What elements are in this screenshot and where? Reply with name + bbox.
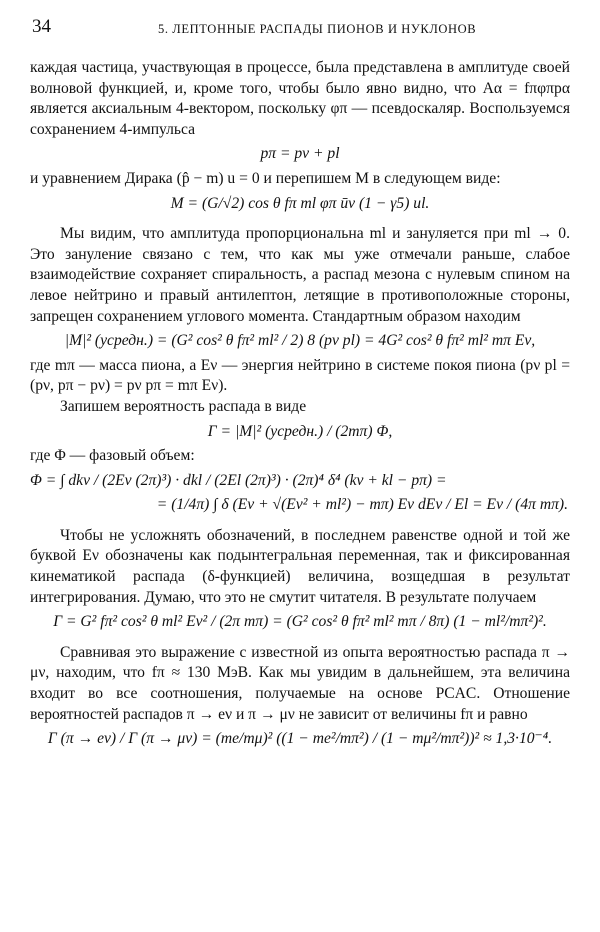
paragraph-1: каждая частица, участвующая в процессе, была представлена в амплитуде своей волновой функцией, и, кроме того, чтобы было явно видно, что Aα = fπφπpα является аксиальным 4-вектором, поскольку φπ — псевдоскаляр. Воспользуемся сохранением 4-импульса bbox=[30, 59, 570, 138]
paragraph-6: где Φ — фазовый объем: bbox=[30, 447, 195, 465]
paragraph-3: Мы видим, что амплитуда пропорциональна ml и зануляется при ml → 0. Это зануление связано с тем, что как мы уже отмечали раньше, слабое взаимодействие сохраняет спиральность, а распад мезона с нулевым спином на левое нейтрино и правый антилептон, летящие в противоположные стороны, запрещен сохранением углового момента. Стандартным образом находим bbox=[30, 225, 570, 325]
paragraph-7: Чтобы не усложнять обозначений, в последнем равенстве одной и той же буквой Eν обозначены как подынтегральная переменная, так и фиксированная кинематикой распада (δ-функцией) величина, возщедшая в результат интегрирования. Думаю, что это не смутит читателя. В результате получаем bbox=[30, 526, 570, 606]
equation-amplitude: M = (G/√2) cos θ fπ ml φπ ūν (1 − γ5) ul. bbox=[170, 194, 430, 212]
page-body bbox=[30, 58, 570, 754]
paragraph-5: Запишем вероятность распада в виде bbox=[60, 397, 307, 415]
equation-phase-space: Φ = ∫ dkν / (2Eν (2π)³) · dkl / (2El (2π)³) · (2π)⁴ δ⁴ (kν + kl − pπ) = bbox=[30, 471, 447, 489]
paragraph-4: где mπ — масса пиона, а Eν — энергия нейтрино в системе покоя пиона (pν pl = (pν, pπ − pν) = pν pπ = mπ Eν). bbox=[30, 356, 570, 395]
paragraph-2: и уравнением Дирака (p̂ − m) u = 0 и перепишем M в следующем виде: bbox=[30, 169, 501, 187]
equation-ratio: Γ (π → eν) / Γ (π → μν) = (me/mμ)² ((1 − me²/mπ²) / (1 − mμ²/mπ²))² ≈ 1,3·10⁻⁴. bbox=[47, 730, 553, 748]
equation-amplitude-squared: |M|² (усредн.) = (G² cos² θ fπ² ml² / 2) 8 (pν pl) = 4G² cos² θ fπ² ml² mπ Eν, bbox=[64, 332, 536, 350]
equation-momentum: pπ = pν + pl bbox=[260, 145, 340, 163]
paragraph-8: Сравнивая это выражение с известной из опыта вероятностью распада π → μν, находим, что fπ ≈ 130 МэВ. Как мы увидим в дальнейшем, эта величина входит во все соотношения, получаемые на основе PCAC. Отношение вероятностей распадов π → eν и π → μν не зависит от величины fπ и равно bbox=[30, 643, 570, 723]
page-number: 34 bbox=[32, 16, 51, 37]
running-title: 5. ЛЕПТОННЫЕ РАСПАДЫ ПИОНОВ И НУКЛОНОВ bbox=[158, 22, 477, 36]
equation-decay-rate: Γ = |M|² (усредн.) / (2mπ) Φ, bbox=[207, 422, 393, 440]
equation-decay-result: Γ = G² fπ² cos² θ ml² Eν² / (2π mπ) = (G² cos² θ fπ² ml² mπ / 8π) (1 − ml²/mπ²)². bbox=[53, 613, 547, 631]
equation-phase-space-result: = (1/4π) ∫ δ (Eν + √(Eν² + ml²) − mπ) Eν dEν / El = Eν / (4π mπ). bbox=[156, 496, 568, 514]
page-header bbox=[28, 16, 572, 42]
